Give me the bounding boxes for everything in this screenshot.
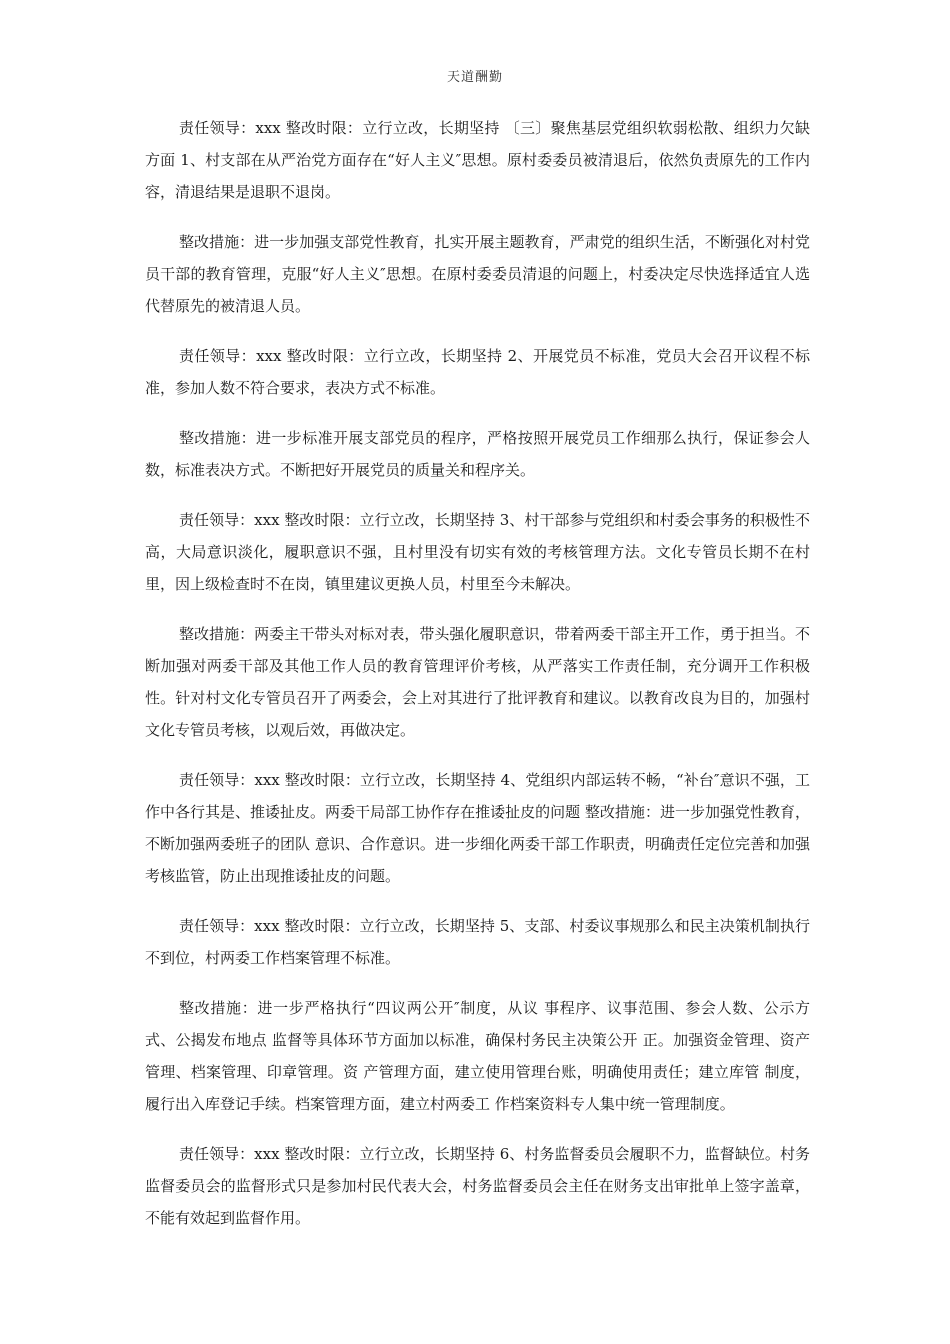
page-header: 天道酬勤 xyxy=(446,70,503,85)
paragraph-10: 责任领导：xxx 整改时限：立行立改，长期坚持 6、村务监督委员会履职不力，监督缺位。村务监督委员会的监督形式只是参加村民代表大会，村务监督委员会主任在财务支出审批单上签字盖章，不能有效起到监督作用。 xyxy=(145,1145,810,1227)
paragraph-9: 整改措施：进一步严格执行“四议两公开″制度，从议 事程序、议事范围、参会人数、公示方式、公揭发布地点 监督等具体环节方面加以标准，确保村务民主决策公开 正。加强资金管理、资产管理、档案管理、印章管理。资 产管理方面，建立使用管理台账，明确使用责任；建立库管 制度，履行出入库登记手续。档案管理方面，建立村两委工 作档案资料专人集中统一管理制度。 xyxy=(145,999,810,1113)
paragraph-5: 责任领导：xxx 整改时限：立行立改，长期坚持 3、村干部参与党组织和村委会事务的积极性不高，大局意识淡化，履职意识不强，且村里没有切实有效的考核管理方法。文化专管员长期不在村里，因上级检查时不在岗，镇里建议更换人员，村里至今未解决。 xyxy=(145,511,810,593)
paragraph-4: 整改措施：进一步标准开展支部党员的程序，严格按照开展党员工作细那么执行，保证参会人数，标准表决方式。不断把好开展党员的质量关和程序关。 xyxy=(145,429,810,479)
paragraph-1: 责任领导：xxx 整改时限：立行立改，长期坚持 〔三〕聚焦基层党组织软弱松散、组织力欠缺方面 1、村支部在从严治党方面存在“好人主义″思想。原村委委员被清退后，依然负责原先的工作内容，清退结果是退职不退岗。 xyxy=(145,119,810,201)
paragraph-6: 整改措施：两委主干带头对标对表，带头强化履职意识，带着两委干部主开工作，勇于担当。不断加强对两委干部及其他工作人员的教育管理评价考核，从严落实工作责任制，充分调开工作积极性。针对村文化专管员召开了两委会，会上对其进行了批评教育和建议。以教育改良为目的，加强村文化专管员考核，以观后效，再做决定。 xyxy=(145,625,810,739)
paragraph-2: 整改措施：进一步加强支部党性教育，扎实开展主题教育，严肃党的组织生活，不断强化对村党员干部的教育管理，克服“好人主义″思想。在原村委委员清退的问题上，村委决定尽快选择适宜人选代替原先的被清退人员。 xyxy=(145,233,810,315)
paragraph-3: 责任领导：xxx 整改时限：立行立改，长期坚持 2、开展党员不标准，党员大会召开议程不标准，参加人数不符合要求，表决方式不标准。 xyxy=(145,347,810,397)
document-body xyxy=(145,112,810,1252)
paragraph-7: 责任领导：xxx 整改时限：立行立改，长期坚持 4、党组织内部运转不畅，“补台″意识不强，工作中各行其是、推诿扯皮。两委干局部工协作存在推诿扯皮的问题 整改措施：进一步加强党性教育，不断加强两委班子的团队 意识、合作意识。进一步细化两委干部工作职责，明确责任定位完善和加强考核监管，防止出现推诿扯皮的问题。 xyxy=(145,771,810,885)
paragraph-8: 责任领导：xxx 整改时限：立行立改，长期坚持 5、支部、村委议事规那么和民主决策机制执行不到位，村两委工作档案管理不标准。 xyxy=(145,917,810,967)
